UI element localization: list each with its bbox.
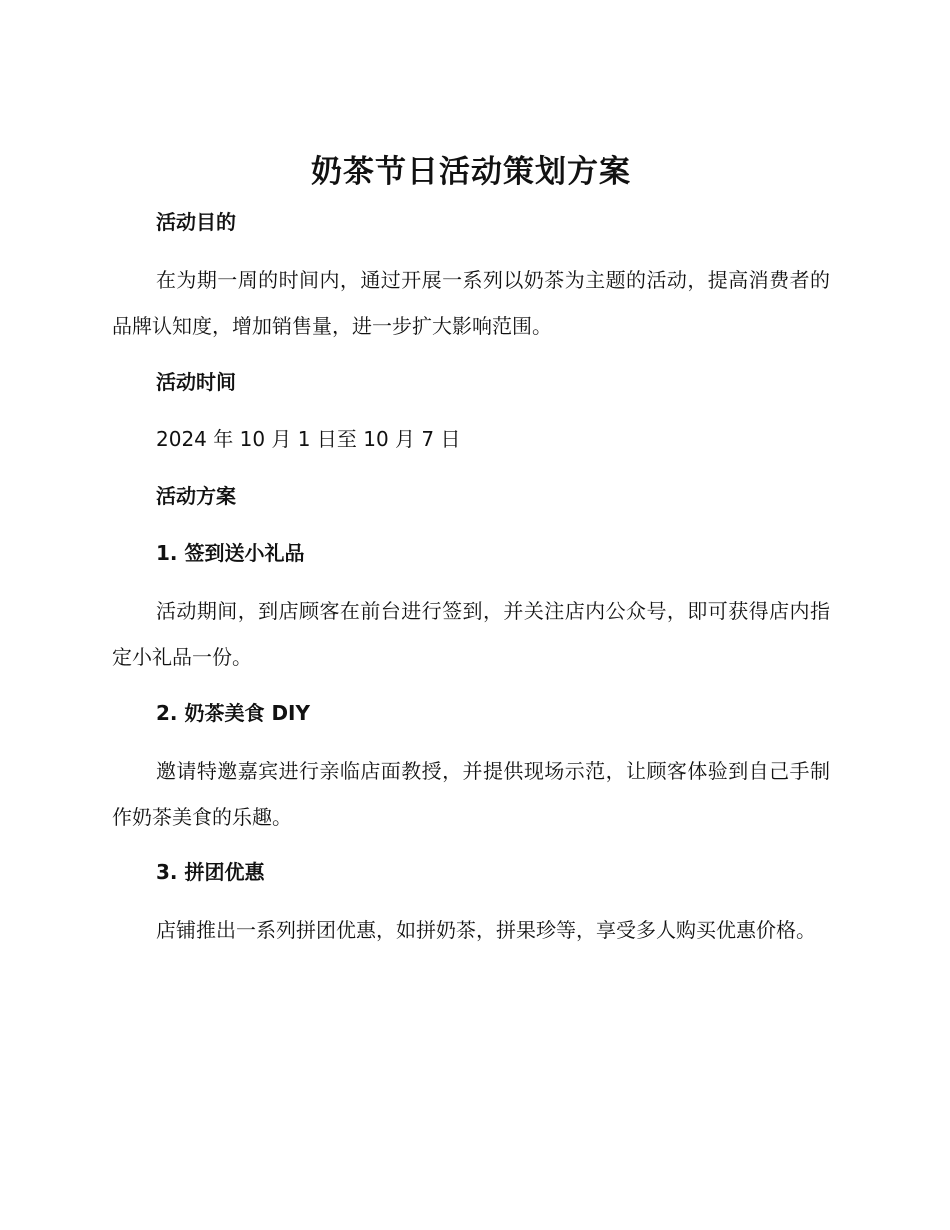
- section-body-time: 2024 年 10 月 1 日至 10 月 7 日: [156, 427, 461, 451]
- plan-item-body-2: 邀请特邀嘉宾进行亲临店面教授，并提供现场示范，让顾客体验到自己手制作奶茶美食的乐趣。: [112, 759, 830, 829]
- plan-item-heading-2: 2. 奶茶美食 DIY: [156, 701, 310, 725]
- section-heading-plan: 活动方案: [156, 484, 236, 508]
- section-heading-purpose: 活动目的: [156, 210, 236, 234]
- plan-item-body-3: 店铺推出一系列拼团优惠，如拼奶茶，拼果珍等，享受多人购买优惠价格。: [156, 918, 816, 942]
- plan-item-body-1: 活动期间，到店顾客在前台进行签到，并关注店内公众号，即可获得店内指定小礼品一份。: [112, 599, 830, 669]
- section-heading-time: 活动时间: [156, 370, 236, 394]
- plan-item-heading-1: 1. 签到送小礼品: [156, 541, 305, 565]
- document-title: 奶茶节日活动策划方案: [311, 154, 631, 190]
- section-body-purpose: 在为期一周的时间内，通过开展一系列以奶茶为主题的活动，提高消费者的品牌认知度，增加销售量，进一步扩大影响范围。: [112, 268, 830, 338]
- plan-item-heading-3: 3. 拼团优惠: [156, 860, 265, 884]
